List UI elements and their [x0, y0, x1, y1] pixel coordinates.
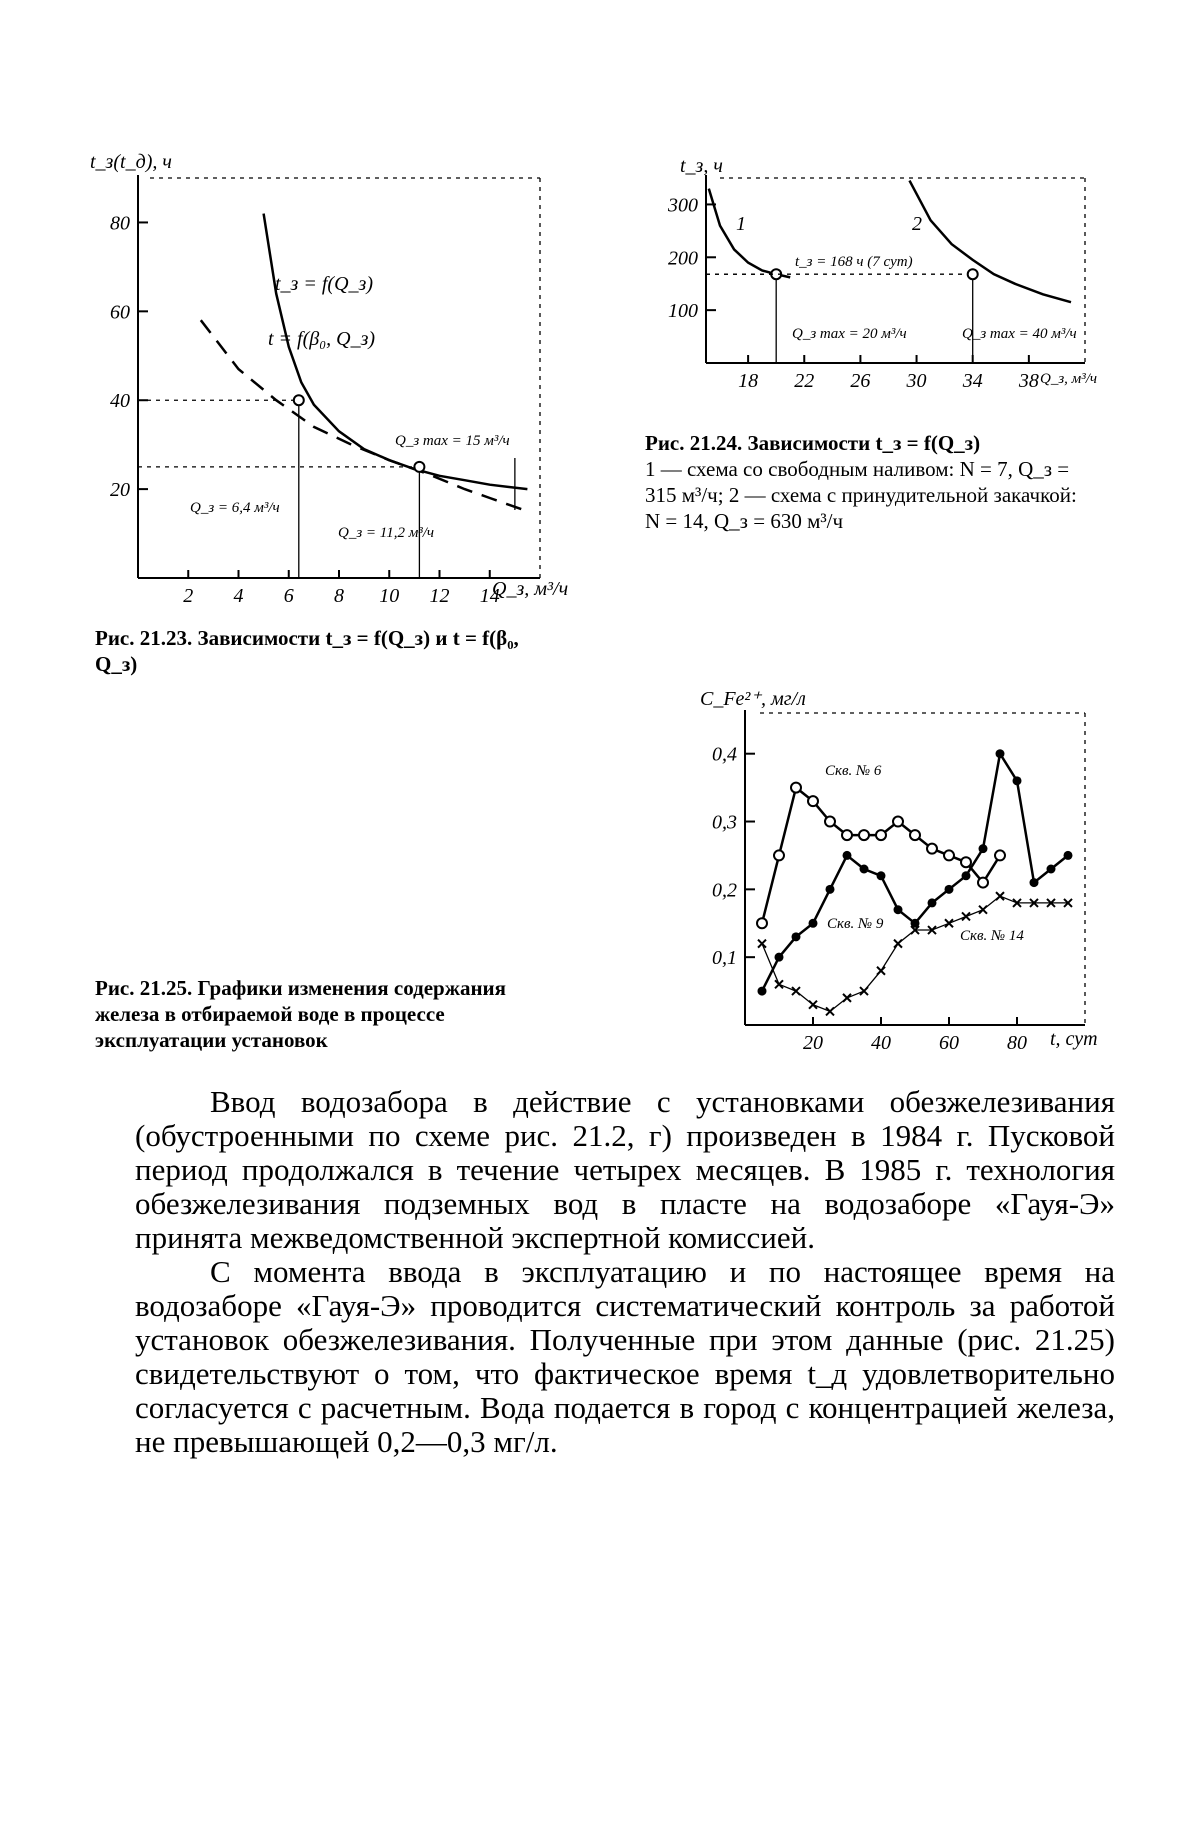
fig25-series-1-point — [910, 830, 920, 840]
caption-fig-21-24 — [645, 430, 1095, 534]
fig24-ylabel: t_з, ч — [680, 155, 723, 177]
fig25-series-2-point — [826, 885, 835, 894]
fig23-y-tick-label: 80 — [110, 212, 130, 235]
fig24-x-tick-label: 26 — [850, 370, 871, 392]
fig24-x-tick-label: 18 — [738, 370, 759, 392]
fig25-series-1-point — [944, 850, 954, 860]
fig23-x-tick-label: 4 — [233, 585, 244, 607]
fig25-ticks — [712, 744, 1027, 1054]
fig25-series-3-point — [775, 980, 783, 988]
fig25-y-tick-label: 0,1 — [712, 947, 737, 970]
fig24-marker-point — [968, 269, 978, 279]
fig24-y-tick-label: 100 — [668, 300, 698, 323]
fig24-series-1-line — [709, 189, 790, 278]
paragraph-2: С момента ввода в эксплуатацию и по настоящее время на водозаборе «Гауя-Э» проводится систематический контроль за работой установок обезжелезивания. Полученные при этом данные (рис. 21.25) свидетельствуют о том, что фактическое время t_д удовлетворительно согласуется с расчетным. Вода подается в город с концентрацией железа, не превышающей 0,2—0,3 мг/л. — [135, 1254, 1115, 1459]
body-text — [135, 1085, 1115, 1459]
fig25-series-2-point — [860, 865, 869, 874]
fig25-series-2-point — [843, 851, 852, 860]
fig23-marker-point — [294, 395, 304, 405]
fig25-y-tick-label: 0,4 — [712, 743, 737, 766]
fig25-y-tick-label: 0,3 — [712, 811, 737, 834]
fig25-series-1-point — [757, 918, 767, 928]
fig23-curve1-label: t_з = f(Q_з) — [275, 273, 373, 295]
fig23-x-tick-label: 8 — [334, 585, 344, 607]
fig25-series-1-point — [774, 850, 784, 860]
fig25-series-2-point — [792, 932, 801, 941]
fig24-q1max-label: Q_з max = 20 м³/ч — [792, 326, 907, 342]
fig25-series-1-point — [876, 830, 886, 840]
fig23-curve2-label: t = f(β₀, Q_з) — [268, 328, 376, 350]
fig25-series-1-point — [927, 844, 937, 854]
fig23-y-tick-label: 60 — [110, 301, 130, 324]
fig25-series-2-point — [1030, 878, 1039, 887]
fig25-series-2-point — [775, 953, 784, 962]
fig25-series-1-point — [995, 850, 1005, 860]
fig25-series-2-point — [1064, 851, 1073, 860]
figure-21-24 — [667, 155, 1097, 392]
fig25-series-2-point — [962, 871, 971, 880]
fig23-q1-label: Q_з = 6,4 м³/ч — [190, 500, 280, 516]
fig25-series-3-point — [979, 906, 987, 914]
fig25-series-1-point — [808, 796, 818, 806]
fig24-x-tick-label: 30 — [906, 370, 927, 392]
fig25-series-3-point — [962, 912, 970, 920]
fig23-y-tick-label: 40 — [110, 390, 130, 413]
fig25-y-tick-label: 0,2 — [712, 879, 737, 902]
fig25-series-2-point — [928, 898, 937, 907]
fig25-series-3-point — [877, 967, 885, 975]
fig24-x-tick-label: 22 — [794, 370, 815, 392]
caption-fig-21-24-title: Рис. 21.24. Зависимости t_з = f(Q_з) — [645, 431, 981, 455]
fig23-x-tick-label: 2 — [183, 585, 194, 607]
fig25-series-3-point — [826, 1007, 834, 1015]
fig24-curve1-label: 1 — [736, 213, 746, 235]
fig25-series-1-point — [825, 817, 835, 827]
fig24-x-tick-label: 34 — [962, 370, 983, 392]
fig25-ylabel: C_Fe²⁺, мг/л — [700, 688, 806, 710]
fig24-series-2-line — [910, 181, 1072, 303]
fig25-series-3-point — [996, 892, 1004, 900]
fig23-xlabel: Q_з, м³/ч — [492, 578, 569, 600]
fig25-series-1-line — [762, 788, 1000, 924]
fig25-series-2-point — [996, 749, 1005, 758]
fig24-y-tick-label: 200 — [668, 247, 698, 270]
fig24-xlabel: Q_з, м³/ч — [1040, 371, 1098, 387]
fig25-series-label-14: Скв. № 14 — [960, 928, 1024, 944]
caption-fig-21-24-desc: 1 — схема со свободным наливом: N = 7, Q_з = 315 м³/ч; 2 — схема с принудительной закачкой: N = 14, Q_з = 630 м³/ч — [645, 457, 1077, 533]
fig23-ylabel: t_з(t_д), ч — [90, 151, 172, 173]
fig25-series-1-point — [978, 878, 988, 888]
paragraph-1: Ввод водозабора в действие с установками обезжелезивания (обустроенными по схеме рис. 21.2, г) произведен в 1984 г. Пусковой период продолжался в течение четырех месяцев. В 1985 г. технология обезжелезивания подземных вод в пласте на водозаборе «Гауя-Э» принята межведомственной экспертной комиссией. — [135, 1084, 1115, 1255]
fig23-q2-label: Q_з = 11,2 м³/ч — [338, 525, 435, 541]
fig25-series-3-point — [894, 940, 902, 948]
fig25-series-2-point — [979, 844, 988, 853]
fig23-qmax-label: Q_з max = 15 м³/ч — [395, 433, 510, 449]
fig23-plot — [138, 214, 527, 578]
fig25-series-1-point — [961, 857, 971, 867]
fig25-xlabel: t, сут — [1050, 1028, 1098, 1050]
fig25-series-2-point — [894, 905, 903, 914]
fig25-series-1-point — [893, 817, 903, 827]
fig23-x-tick-label: 10 — [379, 585, 400, 607]
fig25-series-2-point — [877, 871, 886, 880]
fig23-ticks — [110, 212, 500, 607]
fig25-series-3-point — [843, 994, 851, 1002]
fig25-series-3-line — [762, 896, 1068, 1011]
fig25-series-1-point — [842, 830, 852, 840]
fig24-t3-label: t_з = 168 ч (7 сут) — [795, 254, 913, 270]
fig25-series-2-point — [1047, 865, 1056, 874]
fig25-x-tick-label: 40 — [871, 1032, 891, 1054]
fig23-marker-point — [414, 462, 424, 472]
fig25-series-1-point — [791, 783, 801, 793]
figure-21-25 — [700, 688, 1098, 1054]
fig25-series-3-point — [758, 940, 766, 948]
fig25-series-2-line — [762, 754, 1068, 991]
fig25-x-tick-label: 80 — [1007, 1032, 1027, 1054]
fig25-series-3-point — [792, 987, 800, 995]
fig25-series-1-point — [859, 830, 869, 840]
caption-fig-21-23: Рис. 21.23. Зависимости t_з = f(Q_з) и t = f(β₀, Q_з) — [95, 626, 519, 676]
fig25-series-label-9: Скв. № 9 — [827, 916, 884, 932]
fig25-series-2-point — [1013, 776, 1022, 785]
figure-21-23 — [90, 151, 568, 607]
fig25-series-2-point — [945, 885, 954, 894]
fig24-q2max-label: Q_з max = 40 м³/ч — [962, 326, 1077, 342]
fig25-x-tick-label: 20 — [803, 1032, 823, 1054]
fig24-x-tick-label: 38 — [1018, 370, 1039, 392]
fig25-plot — [757, 749, 1073, 1015]
fig23-x-tick-label: 6 — [283, 585, 294, 607]
fig25-series-3-point — [809, 1001, 817, 1009]
caption-fig-21-25: Рис. 21.25. Графики изменения содержания железа в отбираемой воде в процессе эксплуатации установок — [95, 976, 507, 1052]
fig23-x-tick-label: 12 — [429, 585, 450, 607]
fig24-curve2-label: 2 — [912, 213, 922, 235]
fig25-series-2-point — [809, 919, 818, 928]
fig25-series-3-point — [945, 919, 953, 927]
fig25-x-tick-label: 60 — [939, 1032, 959, 1054]
fig25-series-3-point — [860, 987, 868, 995]
fig24-y-tick-label: 300 — [668, 194, 698, 217]
fig25-series-label-6: Скв. № 6 — [825, 763, 882, 779]
fig23-y-tick-label: 20 — [110, 479, 130, 502]
fig23-x-tick-label: 14 — [479, 585, 500, 607]
fig25-series-2-point — [758, 987, 767, 996]
